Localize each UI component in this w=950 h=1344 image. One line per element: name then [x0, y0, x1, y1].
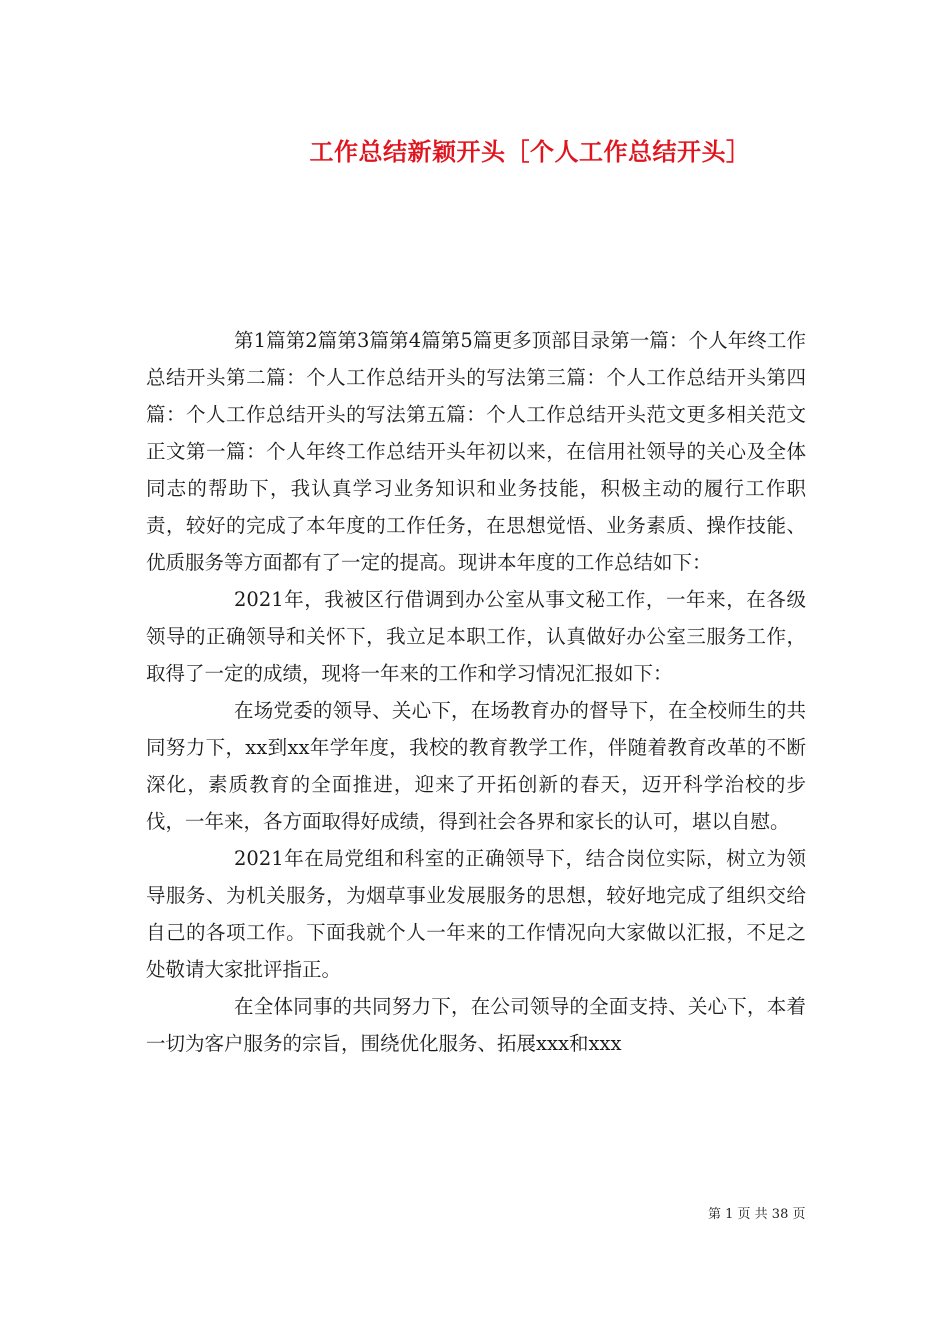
- document-body: [146, 322, 806, 1062]
- paragraph-5: 在全体同事的共同努力下，在公司领导的全面支持、关心下，本着一切为客户服务的宗旨，围绕优化服务、拓展xxx和xxx: [146, 995, 806, 1055]
- paragraph-3: 在场党委的领导、关心下，在场教育办的督导下，在全校师生的共同努力下，xx到xx年学年度，我校的教育教学工作，伴随着教育改革的不断深化，素质教育的全面推进，迎来了开拓创新的春天，迈开科学治校的步伐，一年来，各方面取得好成绩，得到社会各界和家长的认可，堪以自慰。: [146, 699, 806, 833]
- page-number: 第 1 页 共 38 页: [708, 1207, 806, 1222]
- document-title: 工作总结新颖开头［个人工作总结开头］: [309, 137, 751, 166]
- paragraph-4: 2021年在局党组和科室的正确领导下，结合岗位实际，树立为领导服务、为机关服务，为烟草事业发展服务的思想，较好地完成了组织交给自己的各项工作。下面我就个人一年来的工作情况向大家做以汇报，不足之处敬请大家批评指正。: [146, 847, 806, 981]
- paragraph-1: 第1篇第2篇第3篇第4篇第5篇更多顶部目录第一篇：个人年终工作总结开头第二篇：个人工作总结开头的写法第三篇：个人工作总结开头第四篇：个人工作总结开头的写法第五篇：个人工作总结开头范文更多相关范文正文第一篇：个人年终工作总结开头年初以来，在信用社领导的关心及全体同志的帮助下，我认真学习业务知识和业务技能，积极主动的履行工作职责，较好的完成了本年度的工作任务，在思想觉悟、业务素质、操作技能、优质服务等方面都有了一定的提高。现讲本年度的工作总结如下：: [146, 329, 806, 574]
- paragraph-2: 2021年，我被区行借调到办公室从事文秘工作，一年来，在各级领导的正确领导和关怀下，我立足本职工作，认真做好办公室三服务工作，取得了一定的成绩，现将一年来的工作和学习情况汇报如下：: [146, 588, 806, 685]
